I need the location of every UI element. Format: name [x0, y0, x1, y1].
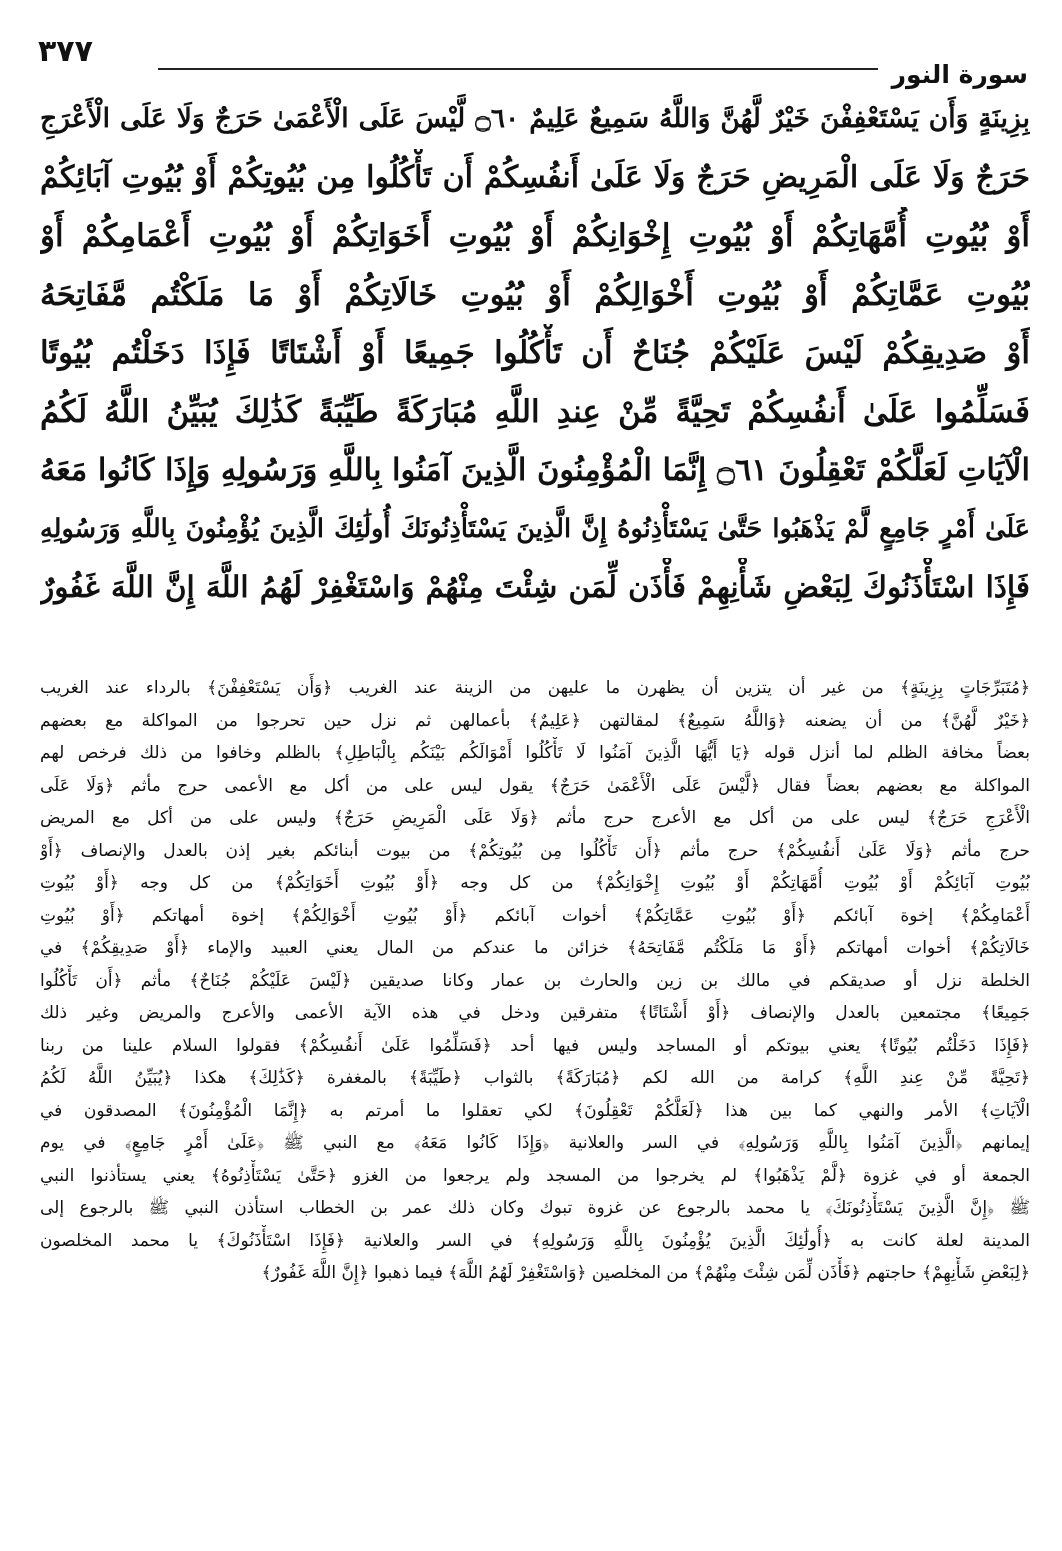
commentary-line: ﴿فَإِذَا دَخَلْتُم بُيُوتًا﴾ يعني بيوتكم أو المساجد وليس فيها أحد ﴿فَسَلِّمُوا عَلَىٰ أَنفُسِكُمْ﴾ فقولوا السلام علينا من ربنا — [40, 1035, 1030, 1056]
commentary-line: الجمعة أو في غزوة ﴿لَّمْ يَذْهَبُوا﴾ لم يخرجوا من المسجد ولم يرجعوا من الغزو ﴿حَتَّىٰ يَسْتَأْذِنُوهُ﴾ يعني يستأذنوا النبي — [40, 1165, 1030, 1186]
quran-line: فَإِذَا اسْتَأْذَنُوكَ لِبَعْضِ شَأْنِهِمْ فَأْذَن لِّمَن شِئْتَ مِنْهُمْ وَاسْتَغْفِرْ لَهُمُ اللَّهَ إِنَّ اللَّهَ غَفُورٌ — [40, 569, 1030, 604]
commentary-line: الخلطة نزل أو صديقكم في مالك بن زين والحارث بن عمار وكانا صديقين ﴿لَيْسَ عَلَيْكُمْ جُنَاحٌ﴾ مأثم ﴿أَن تَأْكُلُوا — [40, 970, 1030, 991]
commentary-line: ﴿لِبَعْضِ شَأْنِهِمْ﴾ حاجتهم ﴿فَأْذَن لِّمَن شِئْتَ مِنْهُمْ﴾ من المخلصين ﴿وَاسْتَغْفِرْ لَهُمُ اللَّهَ﴾ فيما ذهبوا ﴿إِنَّ اللَّهَ غَفُورٌ﴾ — [261, 1263, 1030, 1283]
quran-line: عَلَىٰ أَمْرٍ جَامِعٍ لَّمْ يَذْهَبُوا حَتَّىٰ يَسْتَأْذِنُوهُ إِنَّ الَّذِينَ يَسْتَأْذِنُونَكَ أُولَٰئِكَ الَّذِينَ يُؤْمِنُونَ بِاللَّهِ وَرَسُولِهِ — [40, 513, 1030, 544]
quran-line: أَوْ صَدِيقِكُمْ لَيْسَ عَلَيْكُمْ جُنَاحٌ أَن تَأْكُلُوا جَمِيعًا أَوْ أَشْتَاتًا فَإِذَا دَخَلْتُم بُيُوتًا — [40, 335, 1030, 371]
page-number: ٣٧٧ — [38, 34, 93, 69]
commentary-line: حرج مأثم ﴿وَلَا عَلَىٰ أَنفُسِكُمْ﴾ حرج مأثم ﴿أَن تَأْكُلُوا مِن بُيُوتِكُمْ﴾ من بيوت أبنائكم بغير إذن بالعدل والإنصاف ﴿أَوْ — [40, 840, 1030, 861]
quran-line: الْآيَاتِ لَعَلَّكُمْ تَعْقِلُونَ ۝٦١ إِنَّمَا الْمُؤْمِنُونَ الَّذِينَ آمَنُوا بِاللَّهِ وَرَسُولِهِ وَإِذَا كَانُوا مَعَهُ — [40, 452, 1030, 488]
commentary-line: المدينة لعلة كانت به ﴿أُولَٰئِكَ الَّذِينَ يُؤْمِنُونَ بِاللَّهِ وَرَسُولِهِ﴾ في السر والعلانية ﴿فَإِذَا اسْتَأْذَنُوكَ﴾ يا محمد المخلصون — [40, 1230, 1030, 1251]
commentary-line: جَمِيعًا﴾ مجتمعين بالعدل والإنصاف ﴿أَوْ أَشْتَاتًا﴾ متفرقين ودخل في هذه الآية الأعمى والأعرج والمريض وغير ذلك — [40, 1003, 1030, 1023]
commentary-line: المواكلة مع بعضهم بعضاً فقال ﴿لَّيْسَ عَلَى الْأَعْمَىٰ حَرَجٌ﴾ يقول ليس على من أكل مع الأعمى حرج مأثم ﴿وَلَا عَلَى — [40, 775, 1030, 796]
header-rule — [158, 68, 878, 70]
commentary-line: بُيُوتِ آبَائِكُمْ أَوْ بُيُوتِ أُمَّهَاتِكُمْ أَوْ بُيُوتِ إِخْوَانِكُمْ﴾ من كل وجه ﴿أَوْ بُيُوتِ أَخَوَاتِكُمْ﴾ من كل وجه ﴿أَوْ بُيُوتِ — [40, 873, 1030, 893]
quran-line: بُيُوتِ عَمَّاتِكُمْ أَوْ بُيُوتِ أَخْوَالِكُمْ أَوْ بُيُوتِ خَالَاتِكُمْ أَوْ مَا مَلَكْتُم مَّفَاتِحَهُ — [40, 276, 1030, 313]
quran-line: بِزِينَةٍ وَأَن يَسْتَعْفِفْنَ خَيْرٌ لَّهُنَّ وَاللَّهُ سَمِيعٌ عَلِيمٌ ۝٦٠ لَّيْسَ عَلَى الْأَعْمَىٰ حَرَجٌ وَلَا عَلَى الْأَعْرَجِ — [40, 103, 1030, 134]
commentary-block — [40, 672, 1030, 1290]
commentary-line: ﴿خَيْرٌ لَّهُنَّ﴾ من أن يضعنه ﴿وَاللَّهُ سَمِيعٌ﴾ لمقالتهن ﴿عَلِيمٌ﴾ بأعمالهن ثم نزل حين تحرجوا من المواكلة مع بعضهم — [40, 710, 1030, 731]
commentary-line: أَعْمَامِكُمْ﴾ إخوة آبائكم ﴿أَوْ بُيُوتِ عَمَّاتِكُمْ﴾ أخوات آبائكم ﴿أَوْ بُيُوتِ أَخْوَالِكُمْ﴾ إخوة أمهاتكم ﴿أَوْ بُيُوتِ — [40, 905, 1030, 926]
quran-line: فَسَلِّمُوا عَلَىٰ أَنفُسِكُمْ تَحِيَّةً مِّنْ عِندِ اللَّهِ مُبَارَكَةً طَيِّبَةً كَذَٰلِكَ يُبَيِّنُ اللَّهُ لَكُمُ — [40, 393, 1030, 430]
commentary-line: ﷺ ﴿إِنَّ الَّذِينَ يَسْتَأْذِنُونَكَ﴾ يا محمد بالرجوع عن غزوة تبوك وكان ذلك عمر بن الخطاب استأذن النبي ﷺ بالرجوع إلى — [40, 1198, 1030, 1218]
commentary-line: الْآيَاتِ﴾ الأمر والنهي كما بين هذا ﴿لَعَلَّكُمْ تَعْقِلُونَ﴾ لكي تعقلوا ما أمرتم به ﴿إِنَّمَا الْمُؤْمِنُونَ﴾ المصدقون في — [40, 1100, 1030, 1121]
quran-text-block — [40, 90, 1030, 617]
sura-title: سورة النور — [891, 60, 1028, 89]
page-header — [38, 30, 1028, 89]
commentary-line: بعضاً مخافة الظلم لما أنزل قوله ﴿يَا أَيُّهَا الَّذِينَ آمَنُوا لَا تَأْكُلُوا أَمْوَالَكُم بَيْنَكُم بِالْبَاطِلِ﴾ بالظلم وخافوا من ذلك فرخص لهم — [40, 743, 1030, 763]
commentary-line: إيمانهم ﴿الَّذِينَ آمَنُوا بِاللَّهِ وَرَسُولِهِ﴾ في السر والعلانية ﴿وَإِذَا كَانُوا مَعَهُ﴾ مع النبي ﷺ ﴿عَلَىٰ أَمْرٍ جَامِعٍ﴾ في يوم — [40, 1133, 1030, 1153]
commentary-line: الْأَعْرَجِ حَرَجٌ﴾ ليس على من أكل مع الأعرج حرج مأثم ﴿وَلَا عَلَى الْمَرِيضِ حَرَجٌ﴾ وليس على من أكل مع المريض — [40, 808, 1030, 828]
commentary-line: ﴿تَحِيَّةً مِّنْ عِندِ اللَّهِ﴾ كرامة من الله لكم ﴿مُبَارَكَةً﴾ بالثواب ﴿طَيِّبَةً﴾ بالمغفرة ﴿كَذَٰلِكَ﴾ هكذا ﴿يُبَيِّنُ اللَّهُ لَكُمُ — [40, 1068, 1030, 1088]
commentary-line: ﴿مُتَبَرِّجَاتٍ بِزِينَةٍ﴾ من غير أن يتزين أن يظهرن ما عليهن من الزينة عند الغريب ﴿وَأَن يَسْتَعْفِفْنَ﴾ بالرداء عند الغريب — [40, 678, 1030, 698]
quran-line: حَرَجٌ وَلَا عَلَى الْمَرِيضِ حَرَجٌ وَلَا عَلَىٰ أَنفُسِكُمْ أَن تَأْكُلُوا مِن بُيُوتِكُمْ أَوْ بُيُوتِ آبَائِكُمْ — [40, 159, 1030, 195]
quran-line: أَوْ بُيُوتِ أُمَّهَاتِكُمْ أَوْ بُيُوتِ إِخْوَانِكُمْ أَوْ بُيُوتِ أَخَوَاتِكُمْ أَوْ بُيُوتِ أَعْمَامِكُمْ أَوْ — [40, 218, 1030, 254]
commentary-line: خَالَاتِكُمْ﴾ أخوات أمهاتكم ﴿أَوْ مَا مَلَكْتُم مَّفَاتِحَهُ﴾ خزائن ما عندكم من المال يعني العبيد والإماء ﴿أَوْ صَدِيقِكُمْ﴾ في — [40, 938, 1030, 958]
